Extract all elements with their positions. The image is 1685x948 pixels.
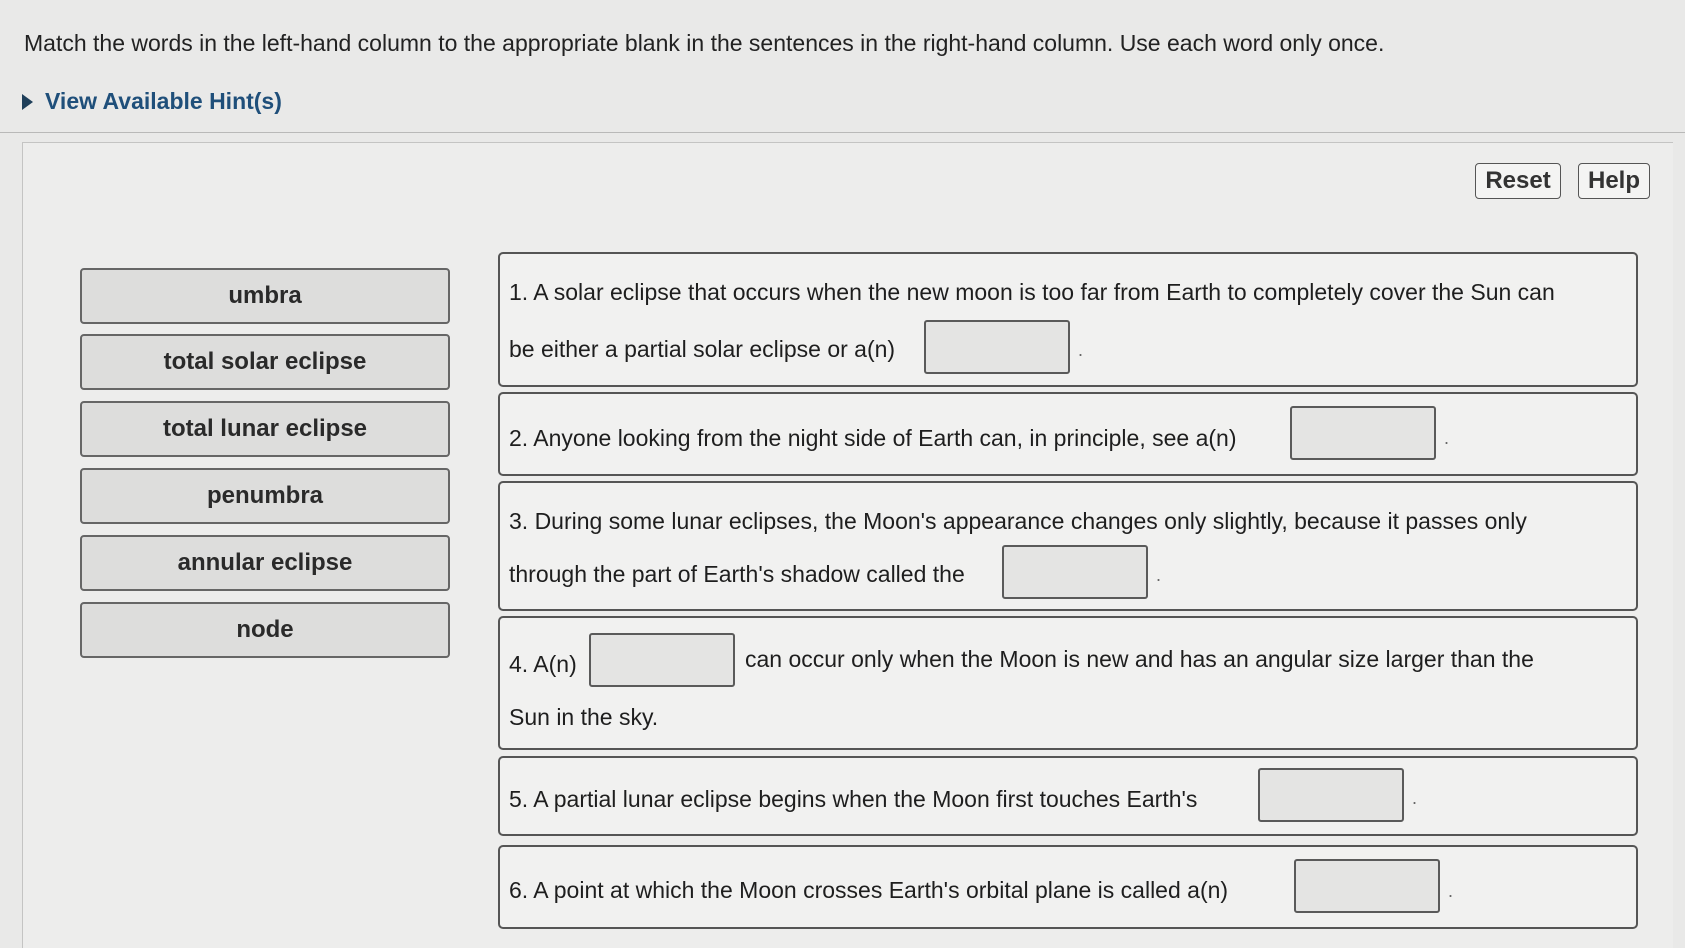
word-tile-node[interactable]: node — [80, 602, 450, 658]
help-button[interactable]: Help — [1578, 163, 1650, 199]
sentence-box-1 — [498, 252, 1638, 387]
sentence-1-line2: be either a partial solar eclipse or a(n) — [509, 336, 896, 362]
sentence-5-period: . — [1412, 788, 1418, 808]
sentence-6-text: 6. A point at which the Moon crosses Earth's orbital plane is called a(n) — [509, 877, 1229, 903]
word-tile-total-lunar-eclipse[interactable]: total lunar eclipse — [80, 401, 450, 457]
sentence-box-5 — [498, 756, 1638, 836]
sentence-3-line1: 3. During some lunar eclipses, the Moon's appearance changes only slightly, because it passes only — [509, 508, 1527, 534]
sentence-4-before: 4. A(n) — [509, 651, 577, 677]
sentence-box-3 — [498, 481, 1638, 611]
answer-blank-3[interactable] — [1002, 545, 1148, 599]
sentence-3-period: . — [1156, 565, 1162, 585]
view-hints-toggle[interactable] — [22, 88, 282, 115]
word-tile-total-solar-eclipse[interactable]: total solar eclipse — [80, 334, 450, 390]
answer-blank-4[interactable] — [589, 633, 735, 687]
word-tile-umbra[interactable]: umbra — [80, 268, 450, 324]
view-hints-label: View Available Hint(s) — [45, 88, 282, 114]
sentence-6-period: . — [1448, 881, 1454, 901]
answer-blank-6[interactable] — [1294, 859, 1440, 913]
answer-blank-5[interactable] — [1258, 768, 1404, 822]
sentence-box-4 — [498, 616, 1638, 750]
sentence-2-text: 2. Anyone looking from the night side of Earth can, in principle, see a(n) — [509, 425, 1237, 451]
word-tile-annular-eclipse[interactable]: annular eclipse — [80, 535, 450, 591]
word-tile-penumbra[interactable]: penumbra — [80, 468, 450, 524]
sentence-box-2 — [498, 392, 1638, 476]
sentence-1-line1: 1. A solar eclipse that occurs when the new moon is too far from Earth to completely cover the Sun can — [509, 279, 1555, 305]
answer-blank-1[interactable] — [924, 320, 1070, 374]
divider — [0, 132, 1685, 133]
reset-button[interactable]: Reset — [1475, 163, 1561, 199]
sentence-5-text: 5. A partial lunar eclipse begins when the Moon first touches Earth's — [509, 786, 1198, 812]
instructions-text: Match the words in the left-hand column to the appropriate blank in the sentences in the right-hand column. Use each word only once. — [24, 30, 1385, 56]
sentence-3-line2: through the part of Earth's shadow called the — [509, 561, 965, 587]
sentence-4-line2: Sun in the sky. — [509, 704, 659, 730]
sentence-2-period: . — [1444, 428, 1450, 448]
answer-blank-2[interactable] — [1290, 406, 1436, 460]
sentence-box-6 — [498, 845, 1638, 929]
sentence-1-period: . — [1078, 340, 1084, 360]
sentence-4-after-blank: can occur only when the Moon is new and has an angular size larger than the — [745, 646, 1534, 672]
triangle-right-icon — [22, 94, 33, 110]
